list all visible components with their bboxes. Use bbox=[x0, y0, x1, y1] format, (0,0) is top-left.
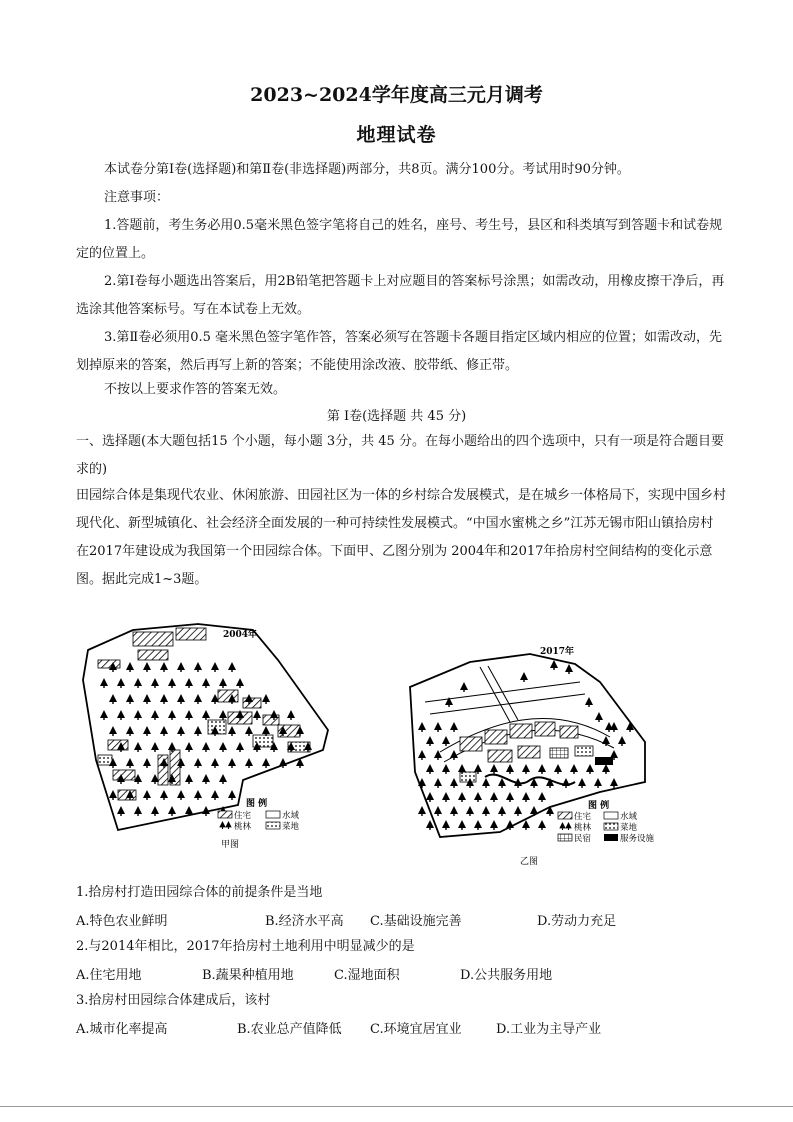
intro-line: 本试卷分第Ⅰ卷(选择题)和第Ⅱ卷(非选择题)两部分，共8页。满分100分。考试用时90分钟。 bbox=[104, 162, 630, 177]
legend-2017 bbox=[558, 799, 655, 844]
legend-title: 图 例 bbox=[246, 799, 268, 809]
map-2017-figure bbox=[400, 642, 670, 870]
q2-option-a[interactable]: A.住宅用地 bbox=[76, 968, 142, 983]
tree-icon bbox=[418, 806, 426, 816]
legend-residential-2017: 住宅 bbox=[574, 812, 592, 822]
q1-option-a[interactable]: A.特色农业鲜明 bbox=[76, 914, 168, 929]
notice-item-2: 2.第Ⅰ卷每小题选出答案后，用2B铅笔把答题卡上对应题目的答案标号涂黑；如需改动，用橡皮擦干净后，再选涂其他答案标号。写在本试卷上无效。 bbox=[76, 274, 725, 317]
exam-title: 2023~2024学年度高三元月调考 bbox=[250, 84, 543, 106]
figure-caption-left: 甲图 bbox=[221, 840, 240, 850]
q3-option-a[interactable]: A.城市化率提高 bbox=[76, 1022, 168, 1037]
legend-service: 服务设施 bbox=[620, 834, 655, 844]
q3-option-d[interactable]: D.工业为主导产业 bbox=[496, 1022, 602, 1037]
notice-title: 注意事项： bbox=[104, 190, 170, 205]
tree-icon bbox=[522, 820, 530, 830]
section-instruction: 一、选择题(本大题包括15 个小题，每小题 3分，共 45 分。在每小题给出的四个选项中，只有一项是符合题目要求的) bbox=[76, 434, 724, 477]
subject-title: 地理试卷 bbox=[356, 124, 437, 146]
map-2017-year: 2017年 bbox=[540, 647, 575, 657]
legend-water: 水域 bbox=[282, 811, 300, 821]
notice-item-1: 1.答题前，考生务必用0.5毫米黑色签字笔将自己的姓名，座号、考生号，县区和科类填写到答题卡和试卷规定的位置上。 bbox=[76, 218, 723, 261]
notice-item-4: 不按以上要求作答的答案无效。 bbox=[104, 382, 287, 397]
question-1-stem: 1.拾房村打造田园综合体的前提条件是当地 bbox=[76, 885, 323, 900]
question-2-stem: 2.与2014年相比，2017年拾房村土地利用中明显减少的是 bbox=[76, 939, 415, 954]
legend-orchard: 桃林 bbox=[234, 822, 252, 832]
figure-caption-right: 乙图 bbox=[520, 857, 539, 867]
legend-title-2017: 图 例 bbox=[588, 801, 610, 811]
q1-option-b[interactable]: B.经济水平高 bbox=[265, 914, 344, 929]
legend-residential: 住宅 bbox=[234, 811, 252, 821]
q3-option-c[interactable]: C.环境宜居宜业 bbox=[370, 1022, 462, 1037]
notice-item-3: 3.第Ⅱ卷必须用0.5 毫米黑色签字笔作答，答案必须写在答题卡各题目指定区域内相应的位置；如需改动，先划掉原来的答案，然后再写上新的答案；不能使用涂改液、胶带纸、修正带。 bbox=[76, 330, 723, 373]
q3-option-b[interactable]: B.农业总产值降低 bbox=[237, 1022, 342, 1037]
q1-option-c[interactable]: C.基础设施完善 bbox=[370, 914, 462, 929]
map-2004-year: 2004年 bbox=[223, 630, 258, 640]
passage: 田园综合体是集现代农业、休闲旅游、田园社区为一体的乡村综合发展模式，是在城乡一体格局下，实现中国乡村现代化、新型城镇化、社会经济全面发展的一种可持续性发展模式。“中国水蜜桃之乡”江苏无锡市阳山镇拾房村在2017年建设成为我国第一个田园综合体。下面甲、乙图分别为 2004年和2017年拾房村空间结构的变化示意图。据此完成1~3题。 bbox=[76, 488, 727, 587]
legend-vegetable-2017: 菜地 bbox=[620, 823, 638, 833]
tree-icon bbox=[538, 820, 546, 830]
legend-orchard-2017: 桃林 bbox=[574, 823, 592, 833]
section-heading: 第 Ⅰ卷(选择题 共 45 分) bbox=[326, 409, 467, 424]
q2-option-b[interactable]: B.蔬果种植用地 bbox=[202, 968, 294, 983]
page-bottom-line bbox=[0, 1106, 793, 1107]
legend-homestay: 民宿 bbox=[574, 834, 592, 844]
tree-icon bbox=[426, 820, 434, 830]
question-3-stem: 3.拾房村田园综合体建成后，该村 bbox=[76, 993, 271, 1008]
legend-water-2017: 水域 bbox=[620, 812, 638, 822]
q2-option-d[interactable]: D.公共服务用地 bbox=[460, 968, 553, 983]
q1-option-d[interactable]: D.劳动力充足 bbox=[537, 914, 617, 929]
q2-option-c[interactable]: C.湿地面积 bbox=[334, 968, 400, 983]
legend-vegetable: 菜地 bbox=[282, 822, 300, 832]
map-2004-figure bbox=[78, 620, 348, 852]
